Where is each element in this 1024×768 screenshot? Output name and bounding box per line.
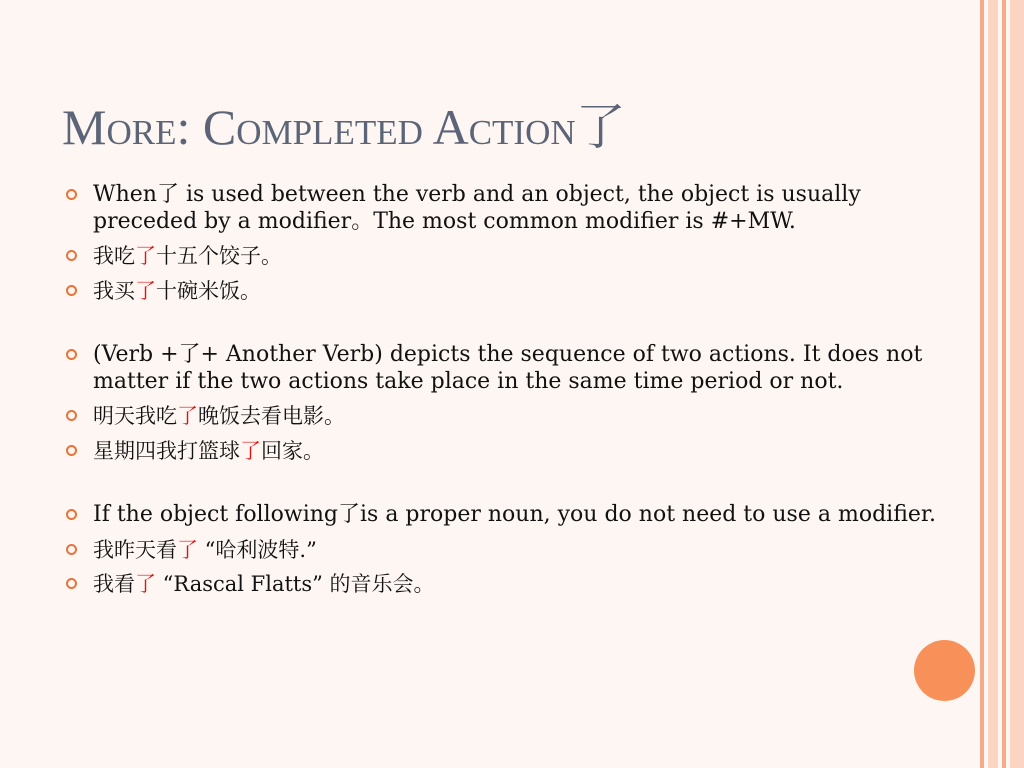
bullet-item xyxy=(66,403,946,430)
stripe-1 xyxy=(980,0,984,768)
stripe-2 xyxy=(988,0,998,768)
bullet-item xyxy=(66,502,946,529)
bullet-item xyxy=(66,278,946,305)
highlight-le: 了 xyxy=(135,278,156,303)
slide-title: More: Completed Action了 xyxy=(62,99,626,155)
bullet-icon xyxy=(66,285,77,296)
example-after: 晚饭去看电影。 xyxy=(198,404,345,428)
bullet-icon xyxy=(66,410,77,421)
example-before: 我看 xyxy=(93,572,135,596)
highlight-le: 了 xyxy=(240,438,261,463)
example-after: “哈利波特.” xyxy=(198,537,317,562)
bullet-item xyxy=(66,571,946,598)
bullet-item xyxy=(66,537,946,564)
example-before: 我买 xyxy=(93,278,135,303)
bullet-text: (Verb +了+ Another Verb) depicts the sequence of two actions. It does not matter if the two actions take place in the same time period or not. xyxy=(93,342,923,394)
stripe-4 xyxy=(1010,0,1024,768)
stripe-3 xyxy=(1002,0,1006,768)
bullet-icon xyxy=(66,509,77,520)
example-after: 回家。 xyxy=(261,438,324,463)
highlight-le: 了 xyxy=(135,244,156,268)
bullet-text: If the object following了is a proper noun, you do not need to use a modifier. xyxy=(93,502,936,527)
bullet-item xyxy=(66,243,946,270)
bullet-text: When了 is used between the verb and an object, the object is usually preceded by a modifier。The most common modifier is #+MW. xyxy=(93,182,861,234)
highlight-le: 了 xyxy=(177,537,198,562)
bullet-icon xyxy=(66,445,77,456)
example-after: “Rascal Flatts” 的音乐会。 xyxy=(156,572,435,596)
example-after: 十五个饺子。 xyxy=(156,244,282,268)
bullet-icon xyxy=(66,250,77,261)
bullet-icon xyxy=(66,349,77,360)
highlight-le: 了 xyxy=(135,572,156,596)
decorative-circle xyxy=(914,640,975,701)
example-before: 星期四我打篮球 xyxy=(93,438,240,463)
bullet-item xyxy=(66,438,946,465)
example-before: 我昨天看 xyxy=(93,537,177,562)
decorative-stripes xyxy=(980,0,1024,768)
example-before: 明天我吃 xyxy=(93,404,177,428)
bullet-icon xyxy=(66,578,77,589)
bullet-list xyxy=(66,182,946,598)
bullet-item xyxy=(66,182,946,235)
bullet-icon xyxy=(66,189,77,200)
bullet-icon xyxy=(66,544,77,555)
example-after: 十碗米饭。 xyxy=(156,278,261,303)
example-before: 我吃 xyxy=(93,244,135,268)
highlight-le: 了 xyxy=(177,404,198,428)
bullet-item xyxy=(66,342,946,395)
